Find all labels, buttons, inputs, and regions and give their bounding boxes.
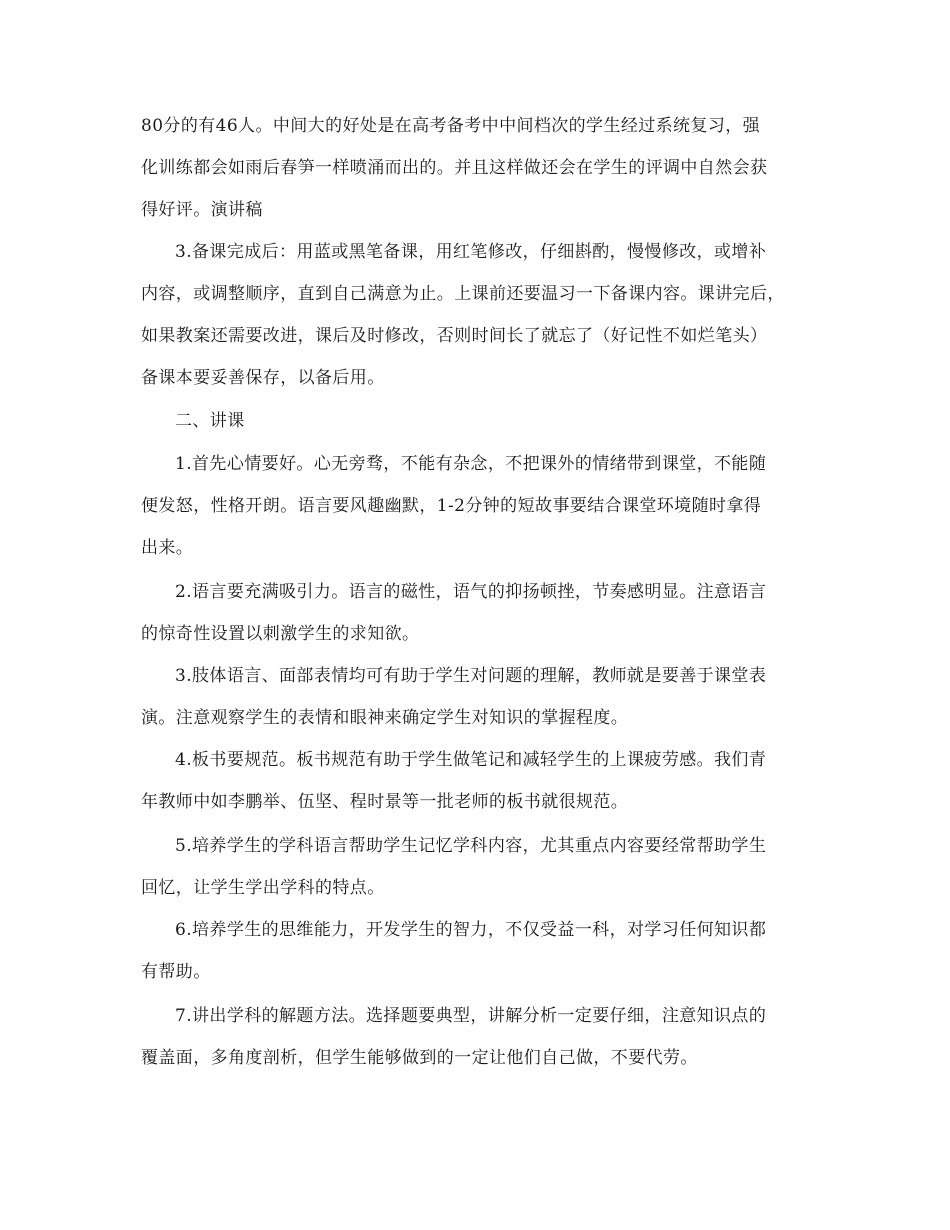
text-line: 演。注意观察学生的表情和眼神来确定学生对知识的掌握程度。 [141,708,629,728]
text-line: 化训练都会如雨后春笋一样喷涌而出的。并且这样做还会在学生的评调中自然会获 [141,158,768,178]
section-heading: 二、讲课 [175,411,245,431]
text-line: 2.语言要充满吸引力。语言的磁性，语气的抑扬顿挫，节奏感明显。注意语言 [175,582,767,602]
text-line: 7.讲出学科的解题方法。选择题要典型，讲解分析一定要仔细，注意知识点的 [175,1006,767,1026]
text-line: 的惊奇性设置以刺激学生的求知欲。 [141,624,420,644]
text-line: 3.备课完成后：用蓝或黑笔备课，用红笔修改，仔细斟酌，慢慢修改，或增补 [175,242,767,262]
text-line: 出来。 [141,538,194,558]
text-line: 内容，或调整顺序，直到自己满意为止。上课前还要温习一下备课内容。课讲完后， [141,284,785,304]
text-line: 如果教案还需要改进，课后及时修改，否则时间长了就忘了（好记性不如烂笔头） [141,326,768,346]
text-line: 3.肢体语言、面部表情均可有助于学生对问题的理解，教师就是要善于课堂表 [175,666,767,686]
text-line: 得好评。演讲稿 [141,200,263,220]
text-line: 6.培养学生的思维能力，开发学生的智力，不仅受益一科，对学习任何知识都 [175,920,767,940]
text-line: 便发怒，性格开朗。语言要风趣幽默，1-2分钟的短故事要结合课堂环境随时拿得 [141,496,762,516]
text-line: 5.培养学生的学科语言帮助学生记忆学科内容，尤其重点内容要经常帮助学生 [175,836,767,856]
text-line: 备课本要妥善保存，以备后用。 [141,368,385,388]
text-line: 有帮助。 [141,962,211,982]
text-line: 1.首先心情要好。心无旁骛，不能有杂念，不把课外的情绪带到课堂，不能随 [175,454,767,474]
text-line: 4.板书要规范。板书规范有助于学生做笔记和减轻学生的上课疲劳感。我们青 [175,750,767,770]
text-line: 80分的有46人。中间大的好处是在高考备考中中间档次的学生经过系统复习，强 [141,116,761,136]
text-line: 覆盖面，多角度剖析，但学生能够做到的一定让他们自己做，不要代劳。 [141,1048,698,1068]
text-line: 年教师中如李鹏举、伍坚、程时景等一批老师的板书就很规范。 [141,792,629,812]
text-line: 回忆，让学生学出学科的特点。 [141,878,385,898]
